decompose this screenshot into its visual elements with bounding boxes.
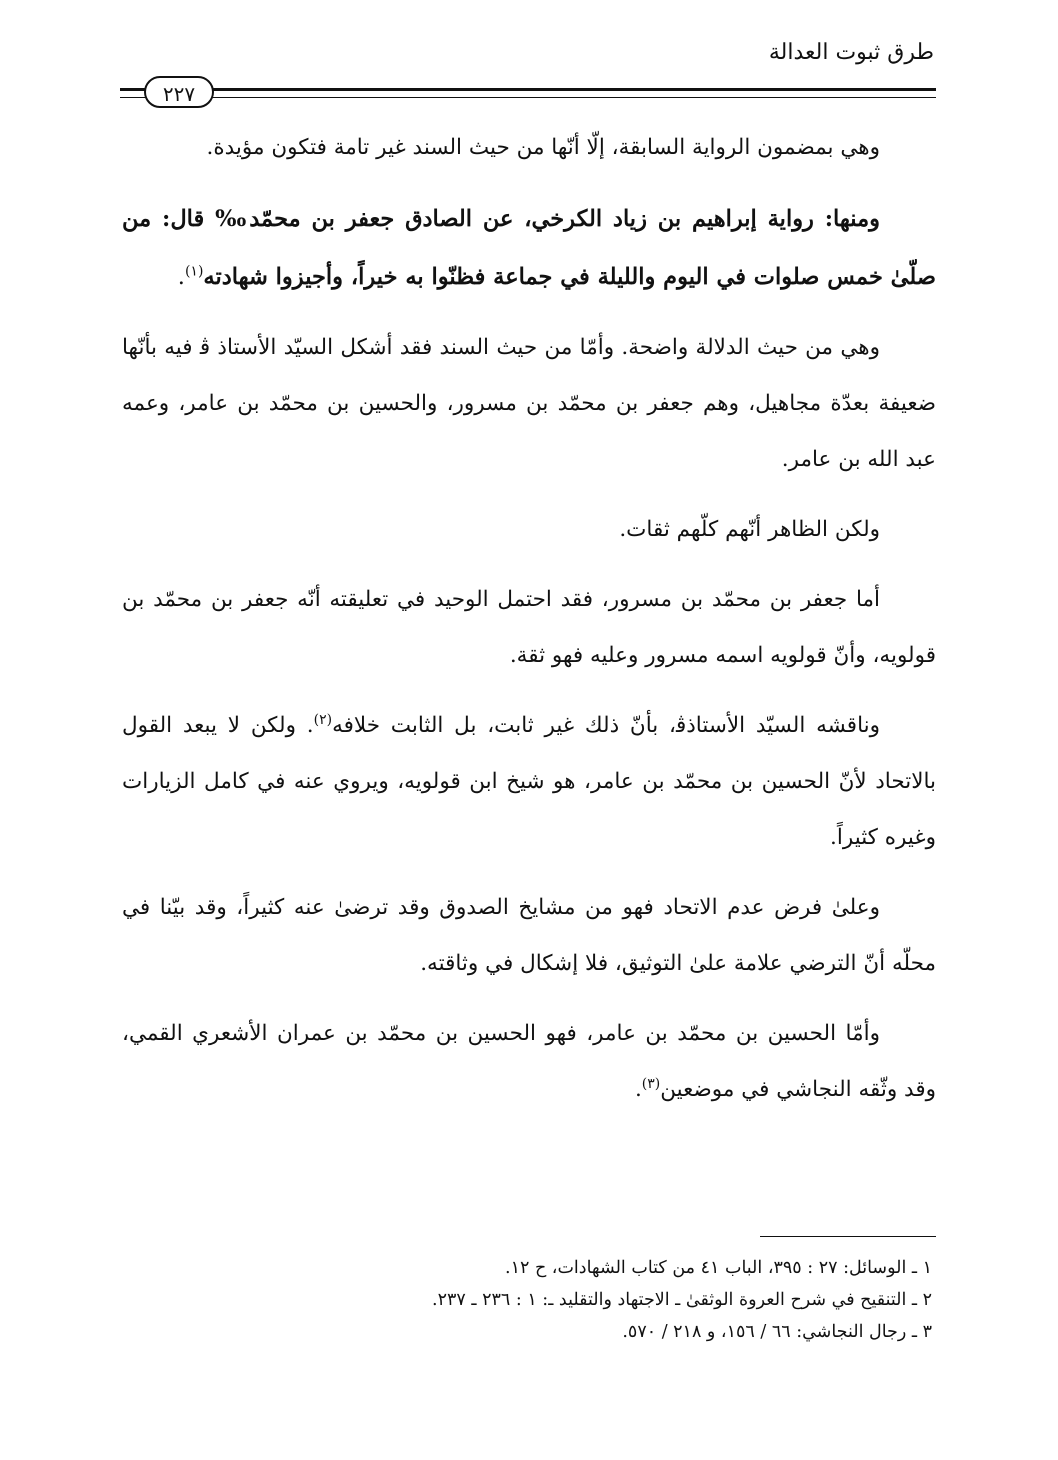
footnote-2: ٢ ـ التنقيح في شرح العروة الوثقىٰ ـ الاجتهاد والتقليد ـ: ١ : ٢٣٦ ـ ٢٣٧.: [432, 1290, 932, 1310]
paragraph-1: وهي بمضمون الرواية السابقة، إلّا أنّها من حيث السند غير تامة فتكون مؤيدة.: [206, 135, 880, 160]
paragraph-3: وهي من حيث الدلالة واضحة. وأمّا من حيث السند فقد أشكل السيّد الأستاذ ﭬ فيه بأنّها ضعيفة بعدّة مجاهيل، وهم جعفر بن محمّد بن مسرور، والحسين بن محمّد بن عامر، وعمه عبد الله بن عامر.: [122, 335, 936, 472]
paragraph-8-end: .: [634, 1077, 642, 1102]
paragraph-2-end: .: [177, 264, 185, 290]
running-title: طرق ثبوت العدالة: [768, 40, 934, 65]
footnote-ref-3: (٣): [641, 1075, 661, 1092]
header-rule-thick: [120, 88, 936, 91]
paragraph-8: [122, 1006, 936, 1118]
footnote-rule: [760, 1236, 936, 1237]
footnote-3: ٣ ـ رجال النجاشي: ٦٦ / ١٥٦، و ٢١٨ / ٥٧٠.: [622, 1322, 932, 1342]
paragraph-6: [122, 698, 936, 866]
paragraph-8-text: وأمّا الحسين بن محمّد بن عامر، فهو الحسين بن محمّد بن عمران الأشعري القمي، وقد وثّقه النجاشي في موضعين: [122, 1021, 936, 1102]
footnote-ref-2: (٢): [313, 711, 333, 728]
paragraph-5: أما جعفر بن محمّد بن مسرور، فقد احتمل الوحيد في تعليقته أنّه جعفر بن محمّد بن قولويه، وأنّ قولويه اسمه مسرور وعليه فهو ثقة.: [122, 587, 936, 668]
footnote-1: ١ ـ الوسائل: ٢٧ : ٣٩٥، الباب ٤١ من كتاب الشهادات، ح ١٢.: [504, 1258, 932, 1278]
paragraph-7: وعلىٰ فرض عدم الاتحاد فهو من مشايخ الصدوق وقد ترضىٰ عنه كثيراً، وقد بيّنا في محلّه أنّ الترضي علامة علىٰ التوثيق، فلا إشكال في وثاقته.: [122, 895, 936, 976]
paragraph-6-end: . ولكن لا يبعد القول بالاتحاد لأنّ الحسين بن محمّد بن عامر، هو شيخ ابن قولويه، ويروي عنه في كامل الزيارات وغيره كثيراً.: [122, 713, 936, 850]
paragraph-2-quote: [122, 190, 936, 306]
paragraph-2-text: ومنها: رواية إبراهيم بن زياد الكرخي، عن الصادق جعفر بن محمّد‰ قال: من صلّىٰ خمس صلوات في اليوم والليلة في جماعة فظنّوا به خيراً، وأجيزوا شهادته: [122, 206, 936, 290]
page-number: ٢٢٧: [144, 76, 214, 108]
footnote-ref-1: (١): [184, 263, 204, 280]
paragraph-6-text: وناقشه السيّد الأستاذﭬ، بأنّ ذلك غير ثابت، بل الثابت خلافه: [332, 713, 880, 738]
header-rule-thin: [120, 97, 936, 98]
main-text: [122, 120, 936, 1132]
footnotes: [122, 1252, 932, 1348]
paragraph-4: ولكن الظاهر أنّهم كلّهم ثقات.: [619, 517, 880, 542]
